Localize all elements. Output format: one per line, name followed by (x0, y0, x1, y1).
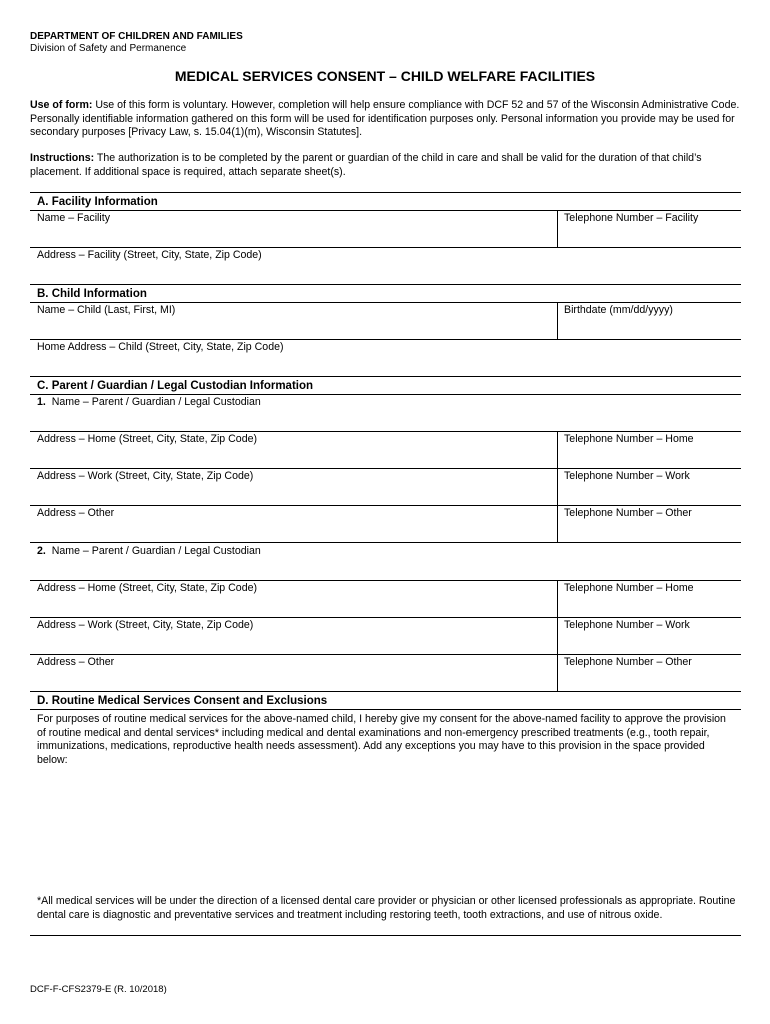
section-b-heading: B. Child Information (37, 288, 147, 300)
guardian-1-rule-3 (30, 505, 741, 506)
facility-address-field[interactable]: Address – Facility (Street, City, State, Zip Code) (37, 249, 262, 261)
guardian-2-number: 2. (37, 545, 46, 557)
division-name: Division of Safety and Permanence (30, 43, 187, 54)
guardian-1-work-phone-field[interactable]: Telephone Number – Work (564, 470, 690, 482)
guardian-2-work-address-field[interactable]: Address – Work (Street, City, State, Zip Code) (37, 619, 254, 631)
child-name-field[interactable]: Name – Child (Last, First, MI) (37, 304, 176, 316)
guardian-1-home-address-field[interactable]: Address – Home (Street, City, State, Zip Code) (37, 433, 258, 445)
guardian-2-name-field[interactable] (37, 545, 261, 557)
instructions-paragraph (30, 152, 742, 179)
section-c-heading-rule (30, 394, 741, 395)
guardian-2-name-label: Name – Parent / Guardian / Legal Custodian (51, 545, 261, 557)
guardian-2-other-address-field[interactable]: Address – Other (37, 656, 115, 668)
section-d-top-rule (30, 691, 741, 692)
guardian-1-home-phone-field[interactable]: Telephone Number – Home (564, 433, 694, 445)
section-d-bottom-rule (30, 935, 741, 936)
guardian-1-name-label: Name – Parent / Guardian / Legal Custodian (51, 396, 261, 408)
guardian-1-name-field[interactable] (37, 396, 261, 408)
child-birthdate-field[interactable]: Birthdate (mm/dd/yyyy) (564, 304, 673, 316)
guardian-1-rule-1 (30, 431, 741, 432)
agency-name: DEPARTMENT OF CHILDREN AND FAMILIES (30, 31, 243, 42)
use-of-form-text: Use of this form is voluntary. However, completion will help ensure compliance with DCF 52 and 57 of the Wisconsin Administrative Code. Personally identifiable information gathered on this form will be used for identification purposes only. Personal information you provide may be used for secondary purposes [Privacy Law, s. 15.04(1)(m), Wisconsin Statutes]. (30, 99, 740, 138)
guardian-1-other-phone-field[interactable]: Telephone Number – Other (564, 507, 692, 519)
section-c-heading: C. Parent / Guardian / Legal Custodian Information (37, 380, 314, 392)
footnote-text: *All medical services will be under the direction of a licensed dental care provider or physician or other licensed professionals as appropriate. Routine dental care is diagnostic and preventative services and treatment including restoring teeth, tooth extractions, and use of nitrous oxide. (37, 895, 736, 921)
section-a-heading-rule (30, 210, 741, 211)
guardian-2-rule-1 (30, 580, 741, 581)
guardian-2-divider (557, 580, 558, 691)
facility-phone-field[interactable]: Telephone Number – Facility (564, 212, 699, 224)
form-title: MEDICAL SERVICES CONSENT – CHILD WELFARE FACILITIES (174, 68, 596, 84)
child-address-field[interactable]: Home Address – Child (Street, City, State, Zip Code) (37, 341, 284, 353)
section-a-top-rule (30, 192, 741, 193)
use-of-form-label: Use of form: (30, 99, 93, 111)
guardian-2-home-phone-field[interactable]: Telephone Number – Home (564, 582, 694, 594)
guardian-1-rule-4 (30, 542, 741, 543)
section-d-heading: D. Routine Medical Services Consent and Exclusions (37, 695, 328, 707)
section-a-heading: A. Facility Information (37, 196, 158, 208)
section-b-heading-rule (30, 302, 741, 303)
instructions-label: Instructions: (30, 152, 95, 164)
use-of-form-paragraph (30, 99, 742, 140)
guardian-2-work-phone-field[interactable]: Telephone Number – Work (564, 619, 690, 631)
facility-name-field[interactable]: Name – Facility (37, 212, 110, 224)
guardian-1-rule-2 (30, 468, 741, 469)
section-a-divider (557, 210, 558, 247)
guardian-2-home-address-field[interactable]: Address – Home (Street, City, State, Zip Code) (37, 582, 258, 594)
instructions-text: The authorization is to be completed by the parent or guardian of the child in care and shall be valid for the duration of that child’s placement. If additional space is required, attach separate sheet(s). (30, 152, 702, 178)
guardian-2-rule-2 (30, 617, 741, 618)
section-a-row-rule (30, 247, 741, 248)
section-c-top-rule (30, 376, 741, 377)
guardian-1-work-address-field[interactable]: Address – Work (Street, City, State, Zip Code) (37, 470, 254, 482)
exceptions-field[interactable] (37, 772, 737, 887)
section-b-row-rule (30, 339, 741, 340)
guardian-1-number: 1. (37, 396, 46, 408)
form-number: DCF-F-CFS2379-E (R. 10/2018) (30, 984, 167, 995)
guardian-2-rule-3 (30, 654, 741, 655)
guardian-1-other-address-field[interactable]: Address – Other (37, 507, 115, 519)
section-b-top-rule (30, 284, 741, 285)
guardian-2-other-phone-field[interactable]: Telephone Number – Other (564, 656, 692, 668)
guardian-1-divider (557, 431, 558, 542)
section-b-divider (557, 302, 558, 339)
section-d-heading-rule (30, 709, 741, 710)
consent-text: For purposes of routine medical services for the above-named child, I hereby give my consent for the above-named facility to approve the provision of routine medical and dental services* including medical and dental examinations and non-emergency prescribed treatments (e.g., tooth repair, immunizations, medications, reproductive health needs assessment). Add any exceptions you may have to this provision in the space provided below: (37, 713, 726, 766)
